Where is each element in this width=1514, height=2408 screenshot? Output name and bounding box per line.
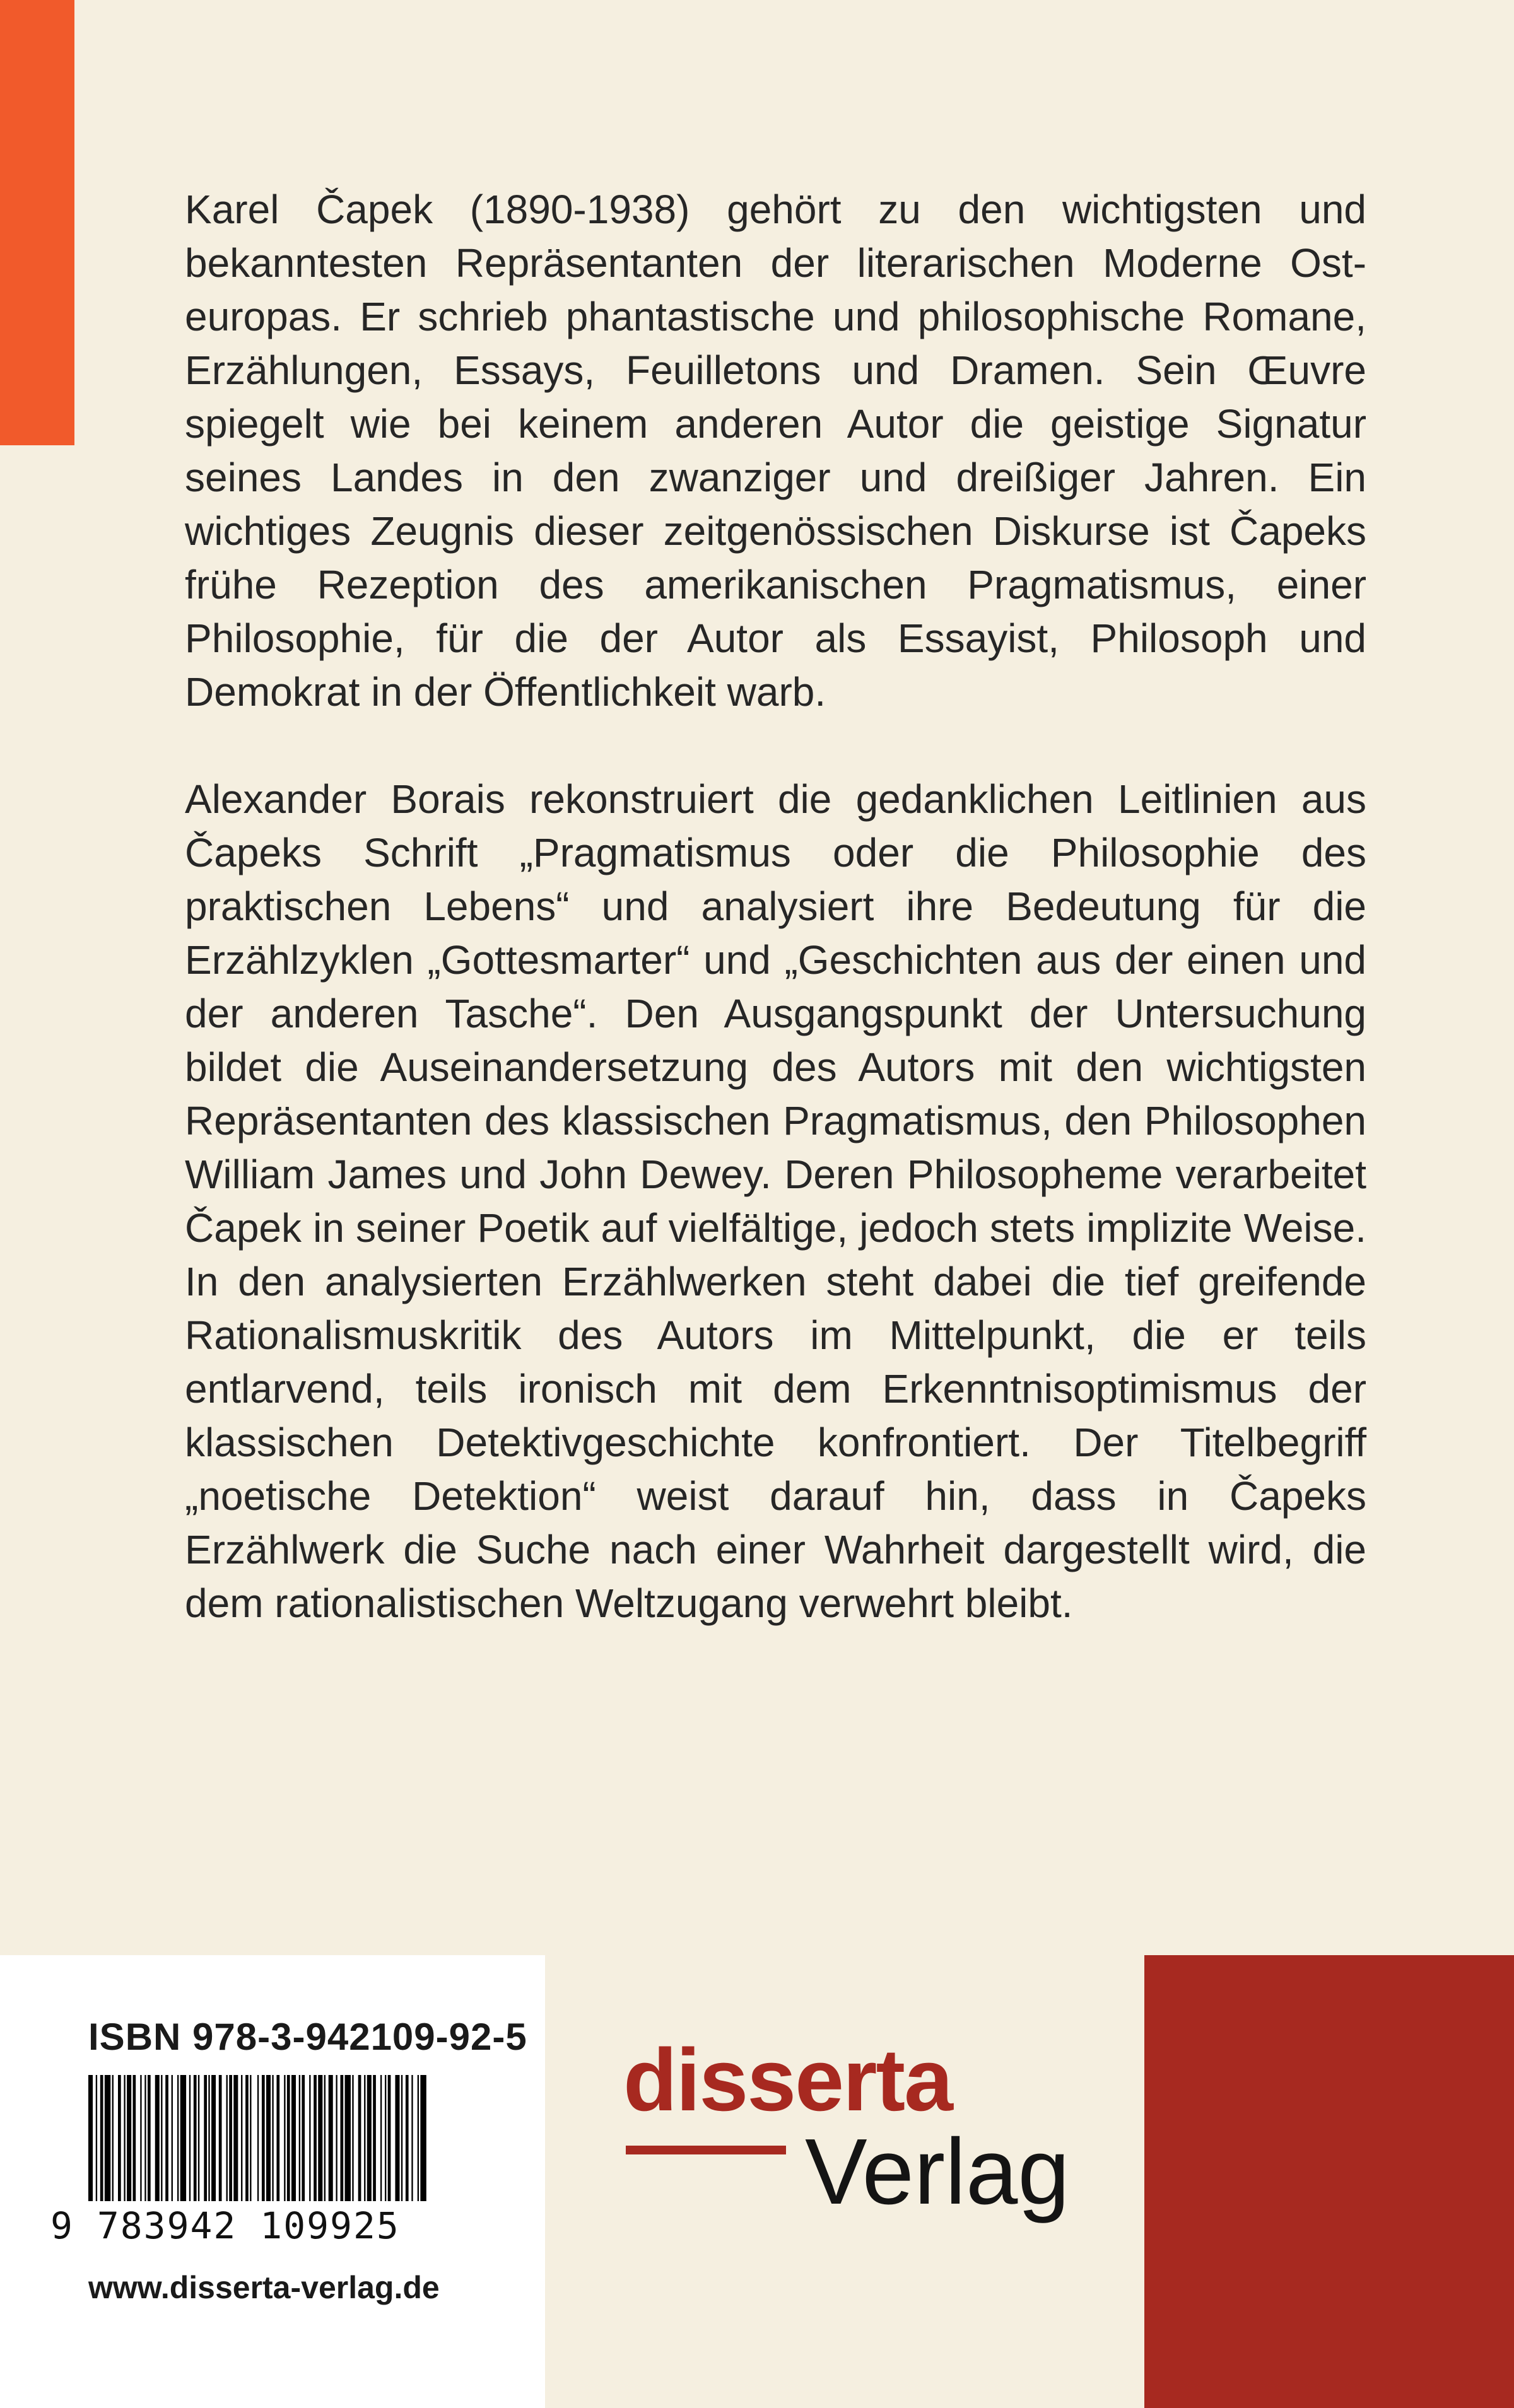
barcode-bar (226, 2075, 228, 2201)
barcode-bar (233, 2075, 238, 2201)
barcode-bar (155, 2075, 160, 2201)
barcode-bar (276, 2075, 279, 2201)
barcode-bar (211, 2075, 216, 2201)
barcode-bar (177, 2075, 179, 2201)
barcode-bar (100, 2075, 103, 2201)
isbn-label: ISBN 978-3-942109-92-5 (88, 2016, 527, 2058)
barcode-bar (299, 2075, 300, 2201)
barcode-bar (262, 2075, 265, 2201)
publisher-logo-rule (626, 2146, 786, 2154)
barcode-bar (144, 2075, 146, 2201)
barcode-bar (373, 2075, 376, 2201)
barcode-bar (245, 2075, 249, 2201)
barcode-bar (385, 2075, 386, 2201)
barcode-bar (180, 2075, 186, 2201)
barcode-bar (352, 2075, 353, 2201)
barcode-bar (161, 2075, 162, 2201)
red-brand-block (1144, 1955, 1514, 2408)
barcode-bar (314, 2075, 317, 2201)
barcode-bar (324, 2075, 326, 2201)
barcode-bar (329, 2075, 333, 2201)
barcode-bar (105, 2075, 110, 2201)
barcode-bar (257, 2075, 259, 2201)
barcode-bar (148, 2075, 151, 2201)
publisher-website: www.disserta-verlag.de (88, 2270, 440, 2305)
barcode-bar (395, 2075, 399, 2201)
publisher-logo-verlag: Verlag (805, 2120, 1070, 2224)
barcode-bar (291, 2075, 296, 2201)
barcode-bar (194, 2075, 197, 2201)
barcode-bar (341, 2075, 344, 2201)
barcode-bar (198, 2075, 199, 2201)
barcode-bar (96, 2075, 97, 2201)
barcode-digits: 9 783942 109925 (50, 2204, 400, 2247)
barcode-bar (418, 2075, 419, 2201)
barcode-bar (318, 2075, 322, 2201)
barcode-bar (229, 2075, 232, 2201)
barcode-bar (411, 2075, 413, 2201)
blurb-paragraph-2: Alexander Borais rekonstruiert die gedanklichen Leitlinien aus Čapeks Schrift „Pragmatismus oder die Philosophie des praktischen Lebens“ und analysiert ihre Bedeutung für die Erzählzyklen „Gottesmarter“ und „Geschichten aus der einen und der anderen Tasche“. Den Ausgangspunkt der Untersuchung bildet die Auseinandersetzung des Autors mit den wichtigsten Repräsentanten des klassischen Pragmatismus, den Philosophen William James und John Dewey. Deren Philosopheme verarbeitet Čapek in seiner Poetik auf vielfältige, jedoch stets implizite Weise. In den analysierten Erzählwerken steht dabei die tief greifende Rationalismuskritik des Autors im Mittelpunkt, die er teils entlarvend, teils ironisch mit dem Erkenntnisoptimismus der klassischen Detektivgeschichte konfrontiert. Der Titelbegriff „noetische Detektion“ weist darauf hin, dass in Čapeks Erzählwerk die Suche nach einer Wahrheit dargestellt wird, die dem rationalistischen Weltzugang verwehrt bleibt. (185, 776, 1366, 1626)
barcode-bar (165, 2075, 168, 2201)
barcode-bar (219, 2075, 222, 2201)
barcode-bar (204, 2075, 207, 2201)
barcode-bar (133, 2075, 136, 2201)
publisher-logo-disserta: disserta (623, 2030, 952, 2129)
barcode-bar (345, 2075, 351, 2201)
barcode-bar (358, 2075, 361, 2201)
barcode-bar (272, 2075, 273, 2201)
barcode-bar (124, 2075, 125, 2201)
barcode-bar (118, 2075, 121, 2201)
barcode-bar (420, 2075, 426, 2201)
barcode-bar (388, 2075, 391, 2201)
barcode-bar (127, 2075, 131, 2201)
barcode-bar (302, 2075, 305, 2201)
barcode-bar (189, 2075, 191, 2201)
barcode-bar (241, 2075, 242, 2201)
barcode-bar (266, 2075, 271, 2201)
barcode-bar (112, 2075, 114, 2201)
barcode-bar (172, 2075, 173, 2201)
orange-accent-bar (0, 0, 74, 445)
barcode-bar (380, 2075, 382, 2201)
barcode-bar (88, 2075, 93, 2201)
barcode-bar (309, 2075, 310, 2201)
barcode-bar (284, 2075, 285, 2201)
back-cover-blurb (185, 183, 1366, 1630)
barcode-bar (364, 2075, 365, 2201)
barcode-bar (287, 2075, 290, 2201)
barcode-bar (336, 2075, 337, 2201)
blurb-paragraph-1: Karel Čapek (1890-1938) gehört zu den wichtigsten und bekanntesten Repräsentanten der literarischen Moderne Osteuropas. Er schrieb phantastische und philosophische Romane, Erzählungen, Essays, Feuilletons und Dramen. Sein Œuvre spiegelt wie bei keinem anderen Autor die geistige Signatur seines Landes in den zwanziger und dreißiger Jahren. Ein wichtiges Zeugnis dieser zeitgenössischen Diskurse ist Čapeks frühe Rezeption des amerikanischen Pragmatismus, einer Philosophie, für die der Autor als Essayist, Philosoph und Demokrat in der Öffentlichkeit warb. (185, 187, 1366, 715)
barcode-bar (401, 2075, 402, 2201)
barcode-bar (406, 2075, 409, 2201)
barcode-bar (140, 2075, 141, 2201)
barcode-bar (367, 2075, 372, 2201)
barcode-bar (250, 2075, 251, 2201)
barcode-bar (208, 2075, 209, 2201)
